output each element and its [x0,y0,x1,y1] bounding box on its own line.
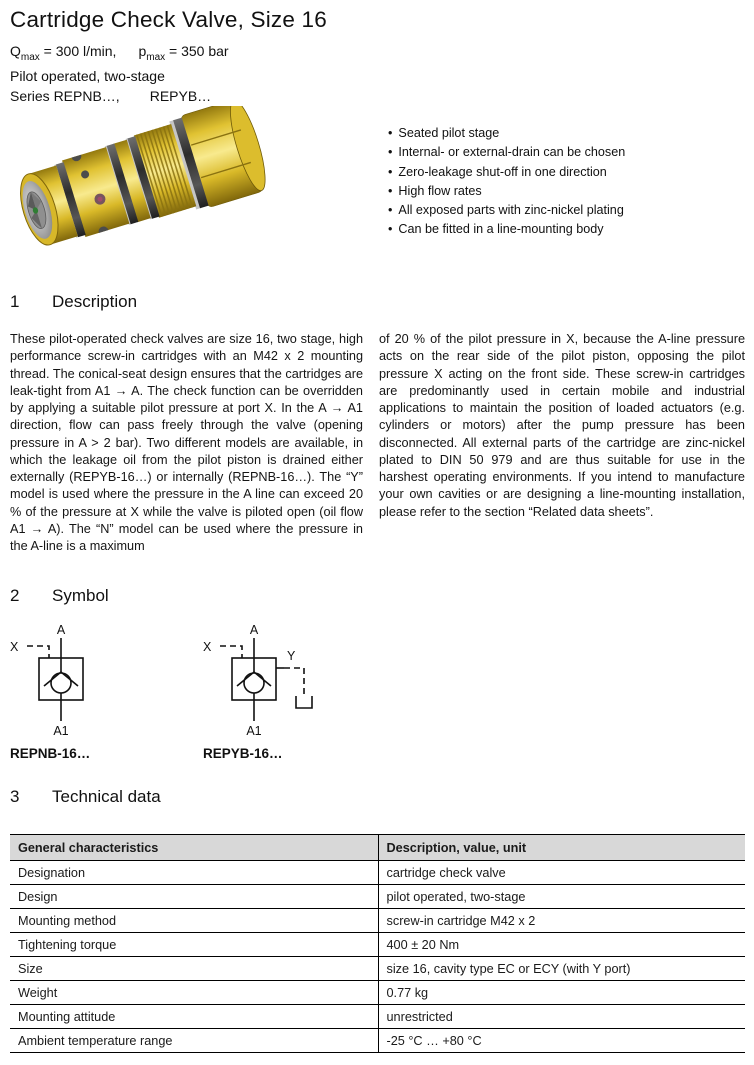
section-title: Description [52,292,138,311]
port-label-a1: A1 [53,724,69,738]
port-label-x: X [10,640,19,654]
table-cell-value: cartridge check valve [378,861,745,885]
section-heading-symbol [10,586,109,606]
symbol-model-label-repyb: REPYB-16… [203,746,283,761]
feature-text: Seated pilot stage [398,126,500,140]
list-item [388,220,625,239]
section-number: 2 [10,586,20,605]
bullet-icon: • [388,203,393,218]
bullet-icon: • [388,164,393,179]
bullet-icon: • [388,222,393,237]
table-row [10,885,745,909]
table-cell-value: pilot operated, two-stage [378,885,745,909]
series-line: Series REPNB…, REPYB… [10,87,212,104]
ratings-line: $Q_{max} = 300$ l/min, $p_{max} = 350$ bar [10,43,229,63]
operation-line: Pilot operated, two-stage [10,68,165,85]
description-column-right: of 20 % of the pilot pressure in X, because the A-line pressure acts on the rear side of the pilot piston, opposing the pilot pressure X acting on the front side. These screw-in cartridges are predominantly used in certain mobile and industrial applications to maintain the position of loaded actuators (e.g. cylinders or motors) after the pump pressure has been disconnected. All external parts of the cartridge are zinc-nickel plated to DIN 50 979 and are thus suitable for use in the harshest operating environments. If you intend to manufacture your own cavities or are designing a line-mounting installation, please refer to the section “Related data sheets”. [379,332,745,519]
feature-text: Internal- or external-drain can be chosen [398,145,626,160]
list-item [388,182,625,201]
table-cell-value: unrestricted [378,1005,745,1029]
section-heading-technical-data [10,787,161,807]
table-cell-characteristic: Designation [10,861,378,885]
table-row [10,861,745,885]
feature-text: All exposed parts with zinc-nickel plating [398,203,624,218]
bullet-icon: • [388,126,393,140]
table-cell-characteristic: Design [10,885,378,909]
port-label-a: A [56,623,66,637]
bullet-icon: • [388,145,393,160]
section-number: 1 [10,292,20,311]
column-header: General characteristics [10,835,378,861]
list-item [388,143,625,162]
feature-text: Zero-leakage shut-off in one direction [398,164,607,179]
table-cell-characteristic: Mounting attitude [10,1005,378,1029]
column-header: Description, value, unit [378,835,745,861]
page-title: Cartridge Check Valve, Size 16 [10,7,327,32]
symbol-model-label-repnb: REPNB-16… [10,746,91,761]
table-cell-value: 0.77 kg [378,981,745,1005]
section-heading-description [10,292,137,312]
table-cell-characteristic: Ambient temperature range [10,1029,378,1053]
list-item [388,124,625,143]
feature-text: Can be fitted in a line-mounting body [398,222,604,237]
feature-list [388,124,625,240]
table-cell-value: size 16, cavity type EC or ECY (with Y port) [378,957,745,981]
section-title: Symbol [52,586,109,605]
section-title: Technical data [52,787,161,806]
bullet-icon: • [388,183,393,198]
table-cell-characteristic: Size [10,957,378,981]
table-row [10,1029,745,1053]
table-row [10,981,745,1005]
port-label-x: X [203,640,212,654]
port-label-a: A [249,623,259,637]
subtitle-block [10,42,229,106]
description-column-left: These pilot-operated check valves are size 16, two stage, high performance screw-in cartridges with an M42 x 2 mounting thread. The conical-seat design ensures that the cartridges are leak-tight from A1 → A. The check function can be overridden by applying a suitable pilot pressure at port X. In the A → A1 direction, flow can pass freely through the valve (opening pressure in A > 2 bar). Two different models are available, in which the leakage oil from the pilot piston is drained either externally (REPYB-16…) or internally (REPNB-16…). The “Y” model is used where the pressure in the A line can exceed 20 % of the pressure at X while the valve is piloted open (oil flow A1 → A). The “N” model can be used where the pressure in the A-line is a maximum [10,332,363,553]
feature-text: High flow rates [398,183,482,198]
table-cell-value: screw-in cartridge M42 x 2 [378,909,745,933]
table-row [10,909,745,933]
product-photo-cartridge-valve [2,106,274,268]
table-cell-characteristic: Mounting method [10,909,378,933]
hydraulic-symbol-repyb [197,622,372,740]
table-cell-value: 400 ± 20 Nm [378,933,745,957]
table-row [10,1005,745,1029]
section-number: 3 [10,787,20,806]
table-cell-characteristic: Weight [10,981,378,1005]
table-cell-value: -25 °C … +80 °C [378,1029,745,1053]
port-label-y: Y [287,649,296,663]
hydraulic-symbol-repnb [4,622,174,740]
table-cell-characteristic: Tightening torque [10,933,378,957]
list-item [388,163,625,182]
port-label-a1: A1 [246,724,262,738]
table-header-row [10,835,745,861]
table-row [10,933,745,957]
table-row [10,957,745,981]
list-item [388,201,625,220]
technical-data-table [10,834,745,1053]
